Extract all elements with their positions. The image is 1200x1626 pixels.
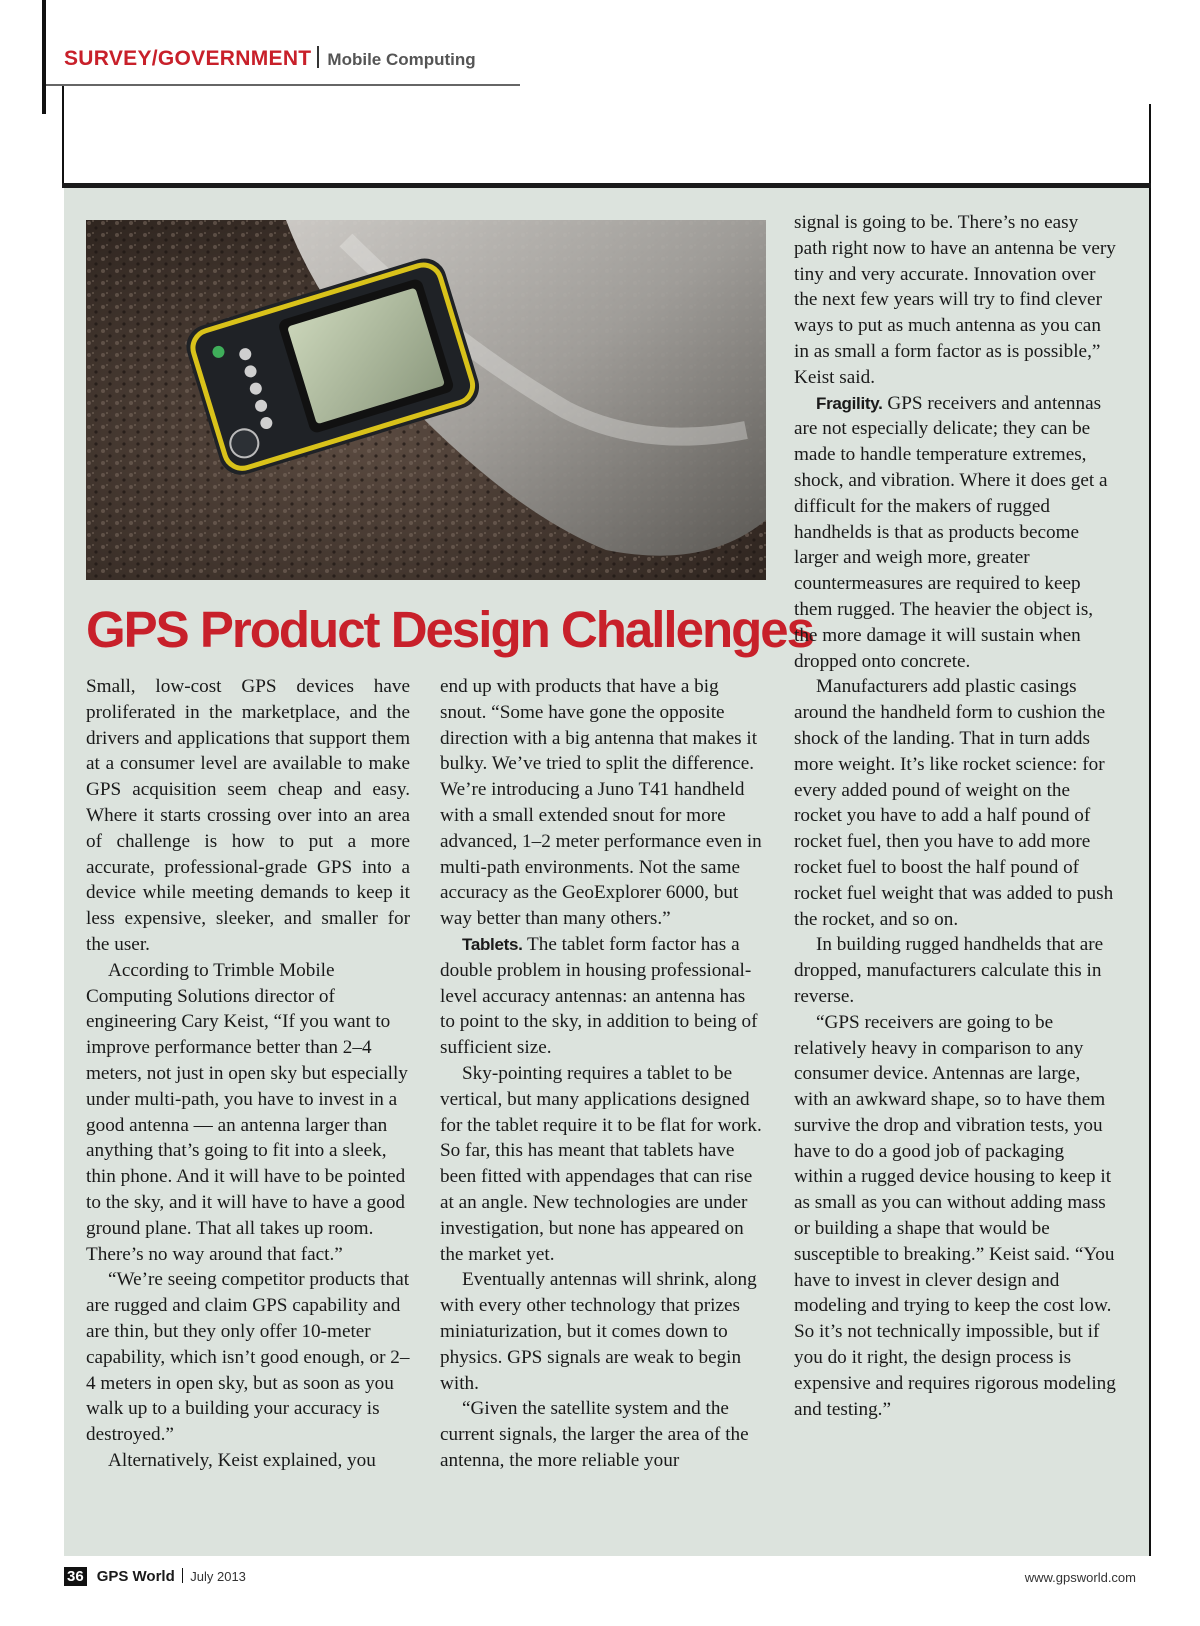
header-divider	[317, 46, 319, 68]
paragraph: “We’re seeing competitor products that are rugged and claim GPS capability and are thin, but they only offer 10-meter capability, which isn’t good enough, or 2–4 meters in open sky, but as soon as you walk up to a building your accuracy is destroyed.”	[86, 1269, 410, 1446]
paragraph: Manufacturers add plastic casings around the handheld form to cushion the shock of the landing. That in turn adds more weight. It’s like rocket science: for every added pound of weight on the rocket you have to add a half pound of rocket fuel, then you have to add more rocket fuel to boost the half pound of rocket fuel weight that was added to push the rocket, and so on.	[794, 676, 1114, 930]
left-margin-bar	[42, 0, 46, 114]
subhead-fragility: Fragility.	[816, 393, 883, 413]
subsection-label: Mobile Computing	[327, 50, 476, 69]
paragraph-text: The tablet form factor has a double problem in housing professional-level accuracy antennas: an antenna has to point to the sky, in addition to being of sufficient size.	[440, 933, 758, 1059]
page-number: 36	[64, 1567, 87, 1586]
paragraph: In building rugged handhelds that are dropped, manufacturers calculate this in reverse.	[794, 934, 1104, 1007]
header-rule	[46, 84, 520, 86]
website-url: www.gpsworld.com	[1024, 1570, 1136, 1585]
article-photo-handheld-device	[86, 220, 766, 580]
paragraph: “GPS receivers are going to be relatively heavy in comparison to any consumer device. Antennas are large, with an awkward shape, so to have them survive the drop and vibration tests, you have to do a good job of packaging within a rugged device housing to keep it as small as you can without adding mass or building a shape that would be susceptible to breaking.” Keist said. “You have to invest in clever design and modeling and trying to keep the cost low. So it’s not technically impossible, but if you do it right, the design process is expensive and requires rigorous modeling and testing.”	[794, 1011, 1116, 1420]
text-column-3	[794, 210, 1116, 1422]
box-right-border	[1149, 104, 1151, 1556]
paragraph: Small, low-cost GPS devices have proliferated in the marketplace, and the drivers and applications that support them at a consumer level are available to make GPS acquisition seem cheap and easy. Where it starts crossing over into an area of challenge is how to put a more accurate, professional-grade GPS into a device while meeting demands to keep it less expensive, sleeker, and smaller for the user.	[86, 676, 410, 955]
subhead-tablets: Tablets.	[462, 934, 523, 954]
paragraph: end up with products that have a big snout. “Some have gone the opposite direction with a big antenna that makes it bulky. We’ve tried to split the difference. We’re introducing a Juno T41 handheld with a small extended snout for more advanced, 1–2 meter performance even in multi-path environments. Not the same accuracy as the GeoExplorer 6000, but way better than many others.”	[440, 676, 762, 930]
running-header	[64, 46, 476, 80]
page-footer	[64, 1567, 246, 1586]
footer-divider	[182, 1568, 184, 1583]
paragraph-fragility	[794, 391, 1116, 675]
issue-date: July 2013	[190, 1569, 246, 1584]
paragraph: “Given the satellite system and the current signals, the larger the area of the antenna, the more reliable your	[440, 1398, 749, 1471]
text-column-1	[86, 674, 410, 1474]
paragraph: Sky-pointing requires a tablet to be vertical, but many applications designed for the tablet require it to be flat for work. So far, this has meant that tablets have been fitted with appendages that can rise at an angle. New technologies are under investigation, but none has appeared on the market yet.	[440, 1062, 762, 1265]
paragraph: Alternatively, Keist explained, you	[108, 1449, 376, 1471]
text-column-2	[440, 674, 762, 1474]
paragraph-text: GPS receivers and antennas are not especially delicate; they can be made to handle temperature extremes, shock, and vibration. Where it does get a difficult for the makers of rugged handhelds is that as products become larger and weigh more, greater countermeasures are required to keep them rugged. The heavier the object is, the more damage it will sustain when dropped onto concrete.	[794, 392, 1108, 672]
paragraph: According to Trimble Mobile Computing Solutions director of engineering Cary Keist, “If you want to improve performance better than 2–4 meters, not just in open sky but especially under multi-path, you have to invest in a good antenna — an antenna larger than anything that’s going to fit into a sleek, thin phone. And it will have to be pointed to the sky, and it will have to have a good ground plane. That all takes up room. There’s no way around that fact.”	[86, 959, 408, 1265]
paragraph-tablets	[440, 932, 762, 1061]
magazine-name: GPS World	[96, 1568, 175, 1585]
paragraph: signal is going to be. There’s no easy path right now to have an antenna be very tiny and very accurate. Innovation over the next few years will try to find clever ways to put as much antenna as you can in as small a form factor as is possible,” Keist said.	[794, 212, 1116, 388]
section-label: SURVEY/GOVERNMENT	[64, 47, 312, 70]
paragraph: Eventually antennas will shrink, along with every other technology that prizes miniaturization, but it comes down to physics. GPS signals are weak to begin with.	[440, 1269, 757, 1394]
article-headline: GPS Product Design Challenges	[86, 601, 813, 658]
box-left-border	[62, 86, 64, 186]
